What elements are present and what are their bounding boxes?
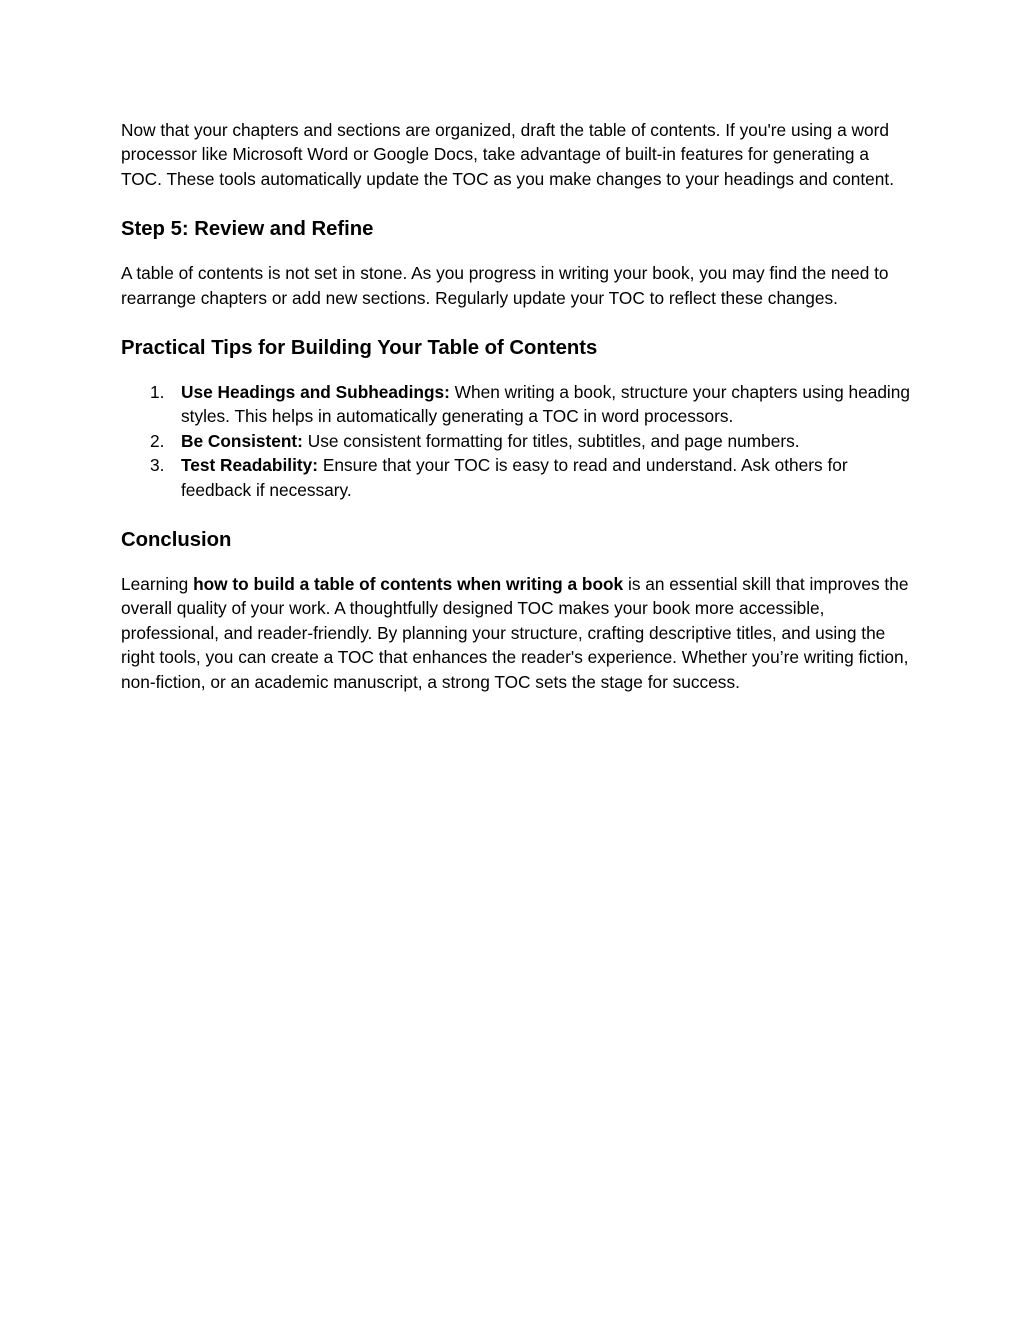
list-item-title: Test Readability: — [181, 455, 319, 476]
tips-heading: Practical Tips for Building Your Table of Contents — [121, 337, 598, 360]
document-body — [121, 118, 911, 694]
list-number: 3. — [150, 455, 165, 476]
conclusion-paragraph — [121, 572, 911, 694]
list-item — [121, 453, 911, 502]
list-item-title: Be Consistent: — [181, 430, 303, 451]
conclusion-rest: is an essential skill that improves the overall quality of your work. A thoughtfully designed TOC makes your book more accessible, professional, and reader-friendly. By planning your structure, crafting descriptive titles, and using the right tools, you can create a TOC that enhances the reader's experience. Whether you’re writing fiction, non-fiction, or an academic manuscript, a strong TOC sets the stage for success. — [121, 574, 909, 692]
list-number: 2. — [150, 430, 165, 451]
step5-paragraph: A table of contents is not set in stone. As you progress in writing your book, you may find the need to rearrange chapters or add new sections. Regularly update your TOC to reflect these changes. — [121, 263, 889, 308]
conclusion-bold-phrase: how to build a table of contents when writing a book — [193, 574, 624, 595]
conclusion-heading: Conclusion — [121, 529, 232, 552]
list-number: 1. — [150, 382, 165, 403]
list-item-text: Ensure that your TOC is easy to read and understand. Ask others for feedback if necessary. — [181, 455, 848, 500]
list-item — [121, 429, 911, 453]
list-item-text: Use consistent formatting for titles, subtitles, and page numbers. — [302, 430, 800, 451]
list-item-text: When writing a book, structure your chapters using heading styles. This helps in automatically generating a TOC in word processors. — [181, 382, 910, 427]
intro-paragraph: Now that your chapters and sections are organized, draft the table of contents. If you're using a word processor like Microsoft Word or Google Docs, take advantage of built-in features for generating a TOC. These tools automatically update the TOC as you make changes to your headings and content. — [121, 120, 894, 189]
step5-heading: Step 5: Review and Refine — [121, 218, 374, 241]
conclusion-lead: Learning — [121, 574, 194, 595]
tips-list — [121, 380, 911, 502]
list-item — [121, 380, 911, 429]
list-item-title: Use Headings and Subheadings: — [181, 382, 450, 403]
